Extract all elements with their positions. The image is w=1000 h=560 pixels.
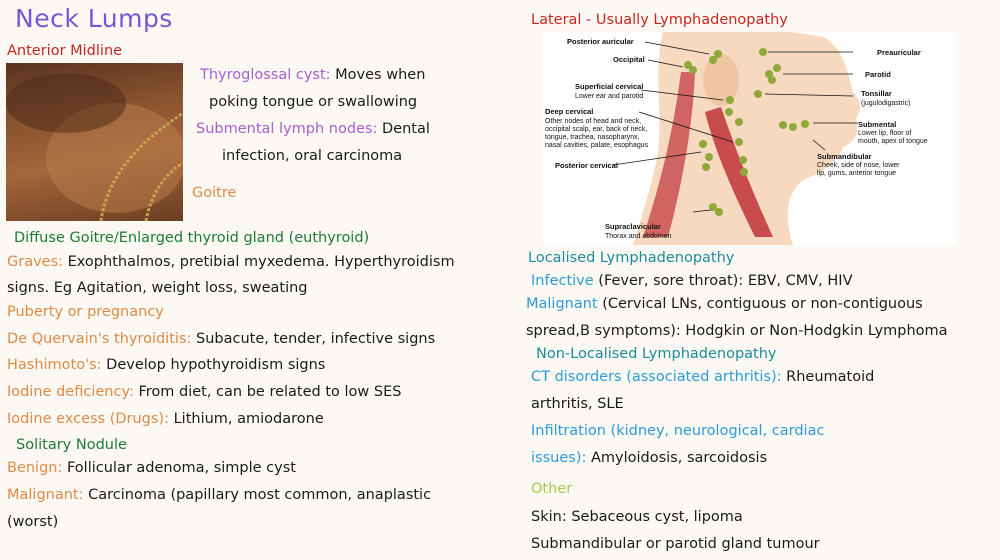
lateral-malignant-line2: spread,B symptoms): Hodgkin or Non-Hodgkin Lymphoma — [526, 323, 948, 339]
infective-line: Infective (Fever, sore throat): EBV, CMV, HIV — [531, 273, 853, 289]
puberty-pregnancy: Puberty or pregnancy — [7, 304, 164, 320]
malignant-line1: Malignant: Carcinoma (papillary most common, anaplastic — [7, 487, 432, 503]
other-heading: Other — [531, 481, 573, 497]
svg-text:lip, gums, anterior tongue: lip, gums, anterior tongue — [817, 170, 896, 177]
nonlocalised-heading: Non-Localised Lymphadenopathy — [536, 346, 777, 362]
thyroglossal-line2: poking tongue or swallowing — [209, 94, 418, 110]
svg-text:Lower lip, floor of: Lower lip, floor of — [858, 130, 912, 137]
skin-line: Skin: Sebaceous cyst, lipoma — [531, 509, 743, 525]
svg-text:(jugulodigastric): (jugulodigastric) — [861, 100, 911, 107]
solitary-nodule-heading: Solitary Nodule — [16, 437, 127, 453]
svg-text:Submandibular: Submandibular — [817, 152, 872, 161]
svg-text:Parotid: Parotid — [865, 70, 891, 79]
svg-text:Preauricular: Preauricular — [877, 48, 921, 57]
svg-text:Deep cervical: Deep cervical — [545, 107, 594, 116]
neck-lymph-node-diagram — [543, 32, 956, 245]
lateral-heading: Lateral - Usually Lymphadenopathy — [531, 12, 788, 28]
svg-text:Posterior auricular: Posterior auricular — [567, 37, 634, 46]
benign-line: Benign: Follicular adenoma, simple cyst — [7, 460, 296, 476]
svg-text:Posterior cervical: Posterior cervical — [555, 161, 618, 170]
svg-text:mouth, apex of tongue: mouth, apex of tongue — [858, 138, 928, 145]
svg-text:Cheek, side of nose, lower: Cheek, side of nose, lower — [817, 162, 900, 169]
svg-text:nasal cavities, palate, esopha: nasal cavities, palate, esophagus — [545, 142, 649, 149]
svg-text:tongue, trachea, nasopharynx,: tongue, trachea, nasopharynx, — [545, 134, 640, 141]
svg-text:Supraclavicular: Supraclavicular — [605, 222, 661, 231]
infiltration-line2: issues): Amyloidosis, sarcoidosis — [531, 450, 768, 466]
ct-disorders-line1: CT disorders (associated arthritis): Rheumatoid — [531, 369, 875, 385]
anterior-midline-heading: Anterior Midline — [7, 43, 123, 59]
submental-line1: Submental lymph nodes: Dental — [196, 121, 430, 137]
thyroglossal-line1: Thyroglossal cyst: Moves when — [200, 67, 426, 83]
graves-line2: signs. Eg Agitation, weight loss, sweating — [7, 280, 308, 296]
de-quervain-line: De Quervain's thyroiditis: Subacute, tender, infective signs — [7, 331, 436, 347]
svg-text:Thorax and abdomen: Thorax and abdomen — [605, 233, 672, 240]
gland-tumour-line: Submandibular or parotid gland tumour — [531, 536, 820, 552]
hashimoto-line: Hashimoto's: Develop hypothyroidism signs — [7, 357, 326, 373]
svg-text:occipital scalp, ear, back of: occipital scalp, ear, back of neck, — [545, 126, 648, 133]
malignant-line2: (worst) — [7, 514, 59, 530]
submental-line2: infection, oral carcinoma — [222, 148, 403, 164]
goitre-heading: Goitre — [192, 185, 237, 201]
graves-line1: Graves: Exophthalmos, pretibial myxedema. Hyperthyroidism — [7, 254, 455, 270]
page-title: Neck Lumps — [15, 4, 173, 33]
svg-text:Other nodes of head and neck,: Other nodes of head and neck, — [545, 118, 642, 125]
svg-text:Submental: Submental — [858, 120, 897, 129]
lateral-malignant-line1: Malignant (Cervical LNs, contiguous or non-contiguous — [526, 296, 923, 312]
svg-text:Superficial cervical: Superficial cervical — [575, 82, 644, 91]
diffuse-goitre-heading: Diffuse Goitre/Enlarged thyroid gland (euthyroid) — [14, 230, 370, 246]
svg-text:Occipital: Occipital — [613, 55, 645, 64]
iodine-deficiency-line: Iodine deficiency: From diet, can be related to low SES — [7, 384, 402, 400]
svg-text:Tonsillar: Tonsillar — [861, 89, 892, 98]
infiltration-line1: Infiltration (kidney, neurological, cardiac — [531, 423, 825, 439]
svg-text:Lower ear and parotid: Lower ear and parotid — [575, 93, 644, 100]
ct-disorders-line2: arthritis, SLE — [531, 396, 624, 412]
localised-heading: Localised Lymphadenopathy — [528, 250, 735, 266]
neck-goitre-photo — [6, 63, 183, 221]
iodine-excess-line: Iodine excess (Drugs): Lithium, amiodarone — [7, 411, 324, 427]
